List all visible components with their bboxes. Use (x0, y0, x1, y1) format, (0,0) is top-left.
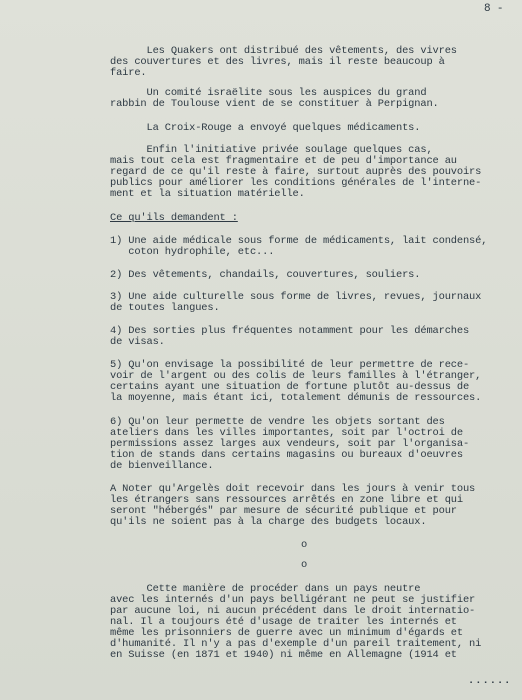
closing-line: en Suisse (en 1871 et 1940) ni même en Allemagne (1914 et (110, 649, 457, 661)
closing-line: avec les internés d'un pays belligérant ne peut se justifier (110, 594, 476, 606)
demand-line: 6) Qu'on leur permette de vendre les objets sortant des (110, 416, 445, 428)
paragraph-line: Enfin l'initiative privée soulage quelques cas, (110, 144, 433, 156)
note-line: qu'ils ne soient pas à la charge des budgets locaux. (110, 516, 427, 528)
paragraph-line: publics pour améliorer les conditions générales de l'interne- (110, 177, 482, 189)
note-line: les étrangers sans ressources arrêtés en zone libre et qui (110, 494, 463, 506)
demand-line: de toutes langues. (110, 302, 220, 314)
section-heading: Ce qu'ils demandent : (110, 212, 238, 224)
demand-line: de bienveillance. (110, 460, 214, 472)
page-number: 8 - (484, 3, 504, 15)
closing-line: d'humanité. Il n'y a pas d'exemple d'un pareil traitement, ni (110, 638, 482, 650)
demand-line: 1) Une aide médicale sous forme de médicaments, lait condensé, (110, 235, 488, 247)
demand-line: voir de l'argent ou des colis de leurs familles à l'étranger, (110, 370, 482, 382)
paragraph-line: Les Quakers ont distribué des vêtements, des vivres (110, 45, 457, 57)
continuation-marker: ...... (468, 675, 512, 687)
demand-line: 3) Une aide culturelle sous forme de livres, revues, journaux (110, 291, 482, 303)
demand-line: tion de stands dans certains magasins ou bureaux d'oeuvres (110, 449, 463, 461)
separator-mark: o (301, 559, 308, 571)
closing-line: Cette manière de procéder dans un pays neutre (110, 583, 421, 595)
demand-line: 5) Qu'on envisage la possibilité de leur permettre de rece- (110, 359, 470, 371)
demand-line: certains ayant une situation de fortune plutôt au-dessus de (110, 381, 470, 393)
demand-line: 2) Des vêtements, chandails, couvertures, souliers. (110, 269, 421, 281)
demand-line: la moyenne, mais étant ici, totalement démunis de ressources. (110, 392, 482, 404)
paragraph-line: rabbin de Toulouse vient de se constituer à Perpignan. (110, 98, 439, 110)
demand-line: ateliers dans les villes importantes, soit par l'octroi de (110, 427, 463, 439)
demand-line: permissions assez larges aux vendeurs, soit par l'organisa- (110, 438, 470, 450)
paragraph-line: faire. (110, 67, 147, 79)
paragraph-line: regard de ce qu'il reste à faire, surtout auprès des pouvoirs (110, 166, 482, 178)
separator-mark: o (301, 539, 308, 551)
paragraph-line: ment et la situation matérielle. (110, 188, 305, 200)
closing-line: par aucune loi, ni aucun précédent dans le droit internatio- (110, 605, 476, 617)
closing-line: même les prisonniers de guerre avec un minimum d'égards et (110, 627, 463, 639)
paragraph-line: La Croix-Rouge a envoyé quelques médicaments. (110, 122, 421, 134)
demand-line: de visas. (110, 336, 165, 348)
demand-line: 4) Des sorties plus fréquentes notamment pour les démarches (110, 325, 470, 337)
paragraph-line: mais tout cela est fragmentaire et de peu d'importance au (110, 155, 457, 167)
paragraph-line: Un comité israëlite sous les auspices du grand (110, 87, 427, 99)
note-line: seront "hébergés" par mesure de sécurité publique et pour (110, 505, 457, 517)
closing-line: nal. Il a toujours été d'usage de traiter les internés et (110, 616, 457, 628)
demand-line: coton hydrophile, etc... (110, 246, 275, 258)
note-line: A Noter qu'Argelès doit recevoir dans les jours à venir tous (110, 483, 476, 495)
paragraph-line: des couvertures et des livres, mais il reste beaucoup à (110, 56, 445, 68)
